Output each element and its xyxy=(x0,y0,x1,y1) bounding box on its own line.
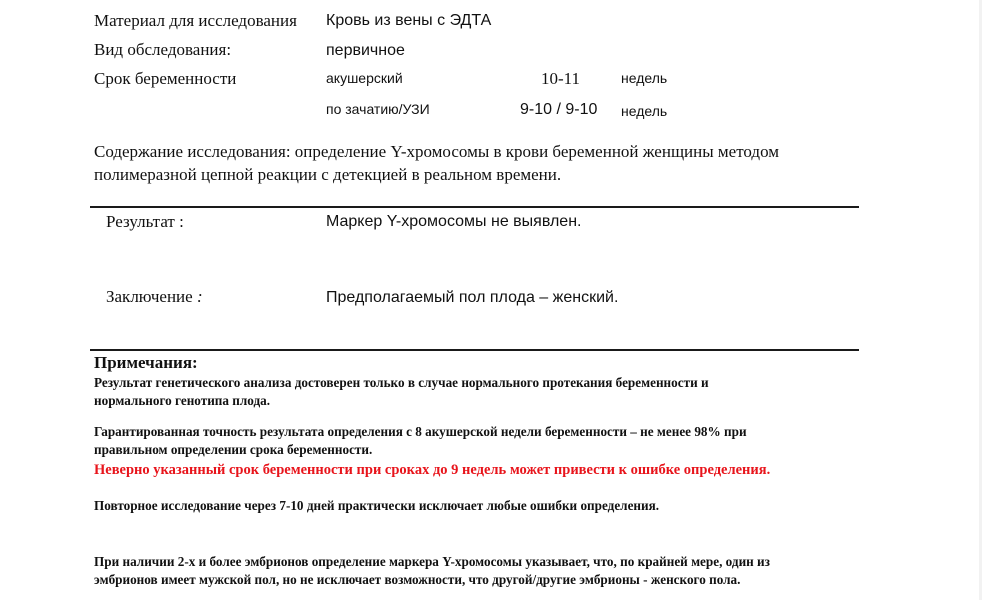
result-label: Результат : xyxy=(106,212,184,231)
note-line: При наличии 2-х и более эмбрионов определение маркера Y-хромосомы указывает, что, по крайней мере, один из xyxy=(94,554,770,569)
result-value: Маркер Y-хромосомы не выявлен. xyxy=(326,213,582,230)
conception-unit: недель xyxy=(621,103,668,119)
note-repeat-test: Повторное исследование через 7-10 дней практически исключает любые ошибки определения. xyxy=(94,498,660,513)
material-label: Материал для исследования xyxy=(94,11,297,30)
note-genetic-validity xyxy=(94,374,864,410)
obstetric-label: акушерский xyxy=(326,70,403,86)
note-line: эмбрионов имеет мужской пол, но не исключает возможности, что другой/другие эмбрионы - женского пола. xyxy=(94,572,741,587)
note-multiple-embryos xyxy=(94,553,864,589)
note-line: Гарантированная точность результата определения с 8 акушерской недели беременности – не менее 98% при xyxy=(94,424,747,439)
obstetric-unit: недель xyxy=(621,70,668,86)
notes-title: Примечания: xyxy=(94,353,198,372)
conclusion-value: Предполагаемый пол плода – женский. xyxy=(326,289,619,306)
note-accuracy xyxy=(94,423,864,459)
obstetric-value: 10-11 xyxy=(541,69,581,88)
exam-type-value: первичное xyxy=(326,42,405,59)
conclusion-label-text: Заключение xyxy=(106,287,193,306)
divider-top xyxy=(90,206,859,208)
divider-bottom xyxy=(90,349,859,351)
note-line: правильном определении срока беременности. xyxy=(94,442,373,457)
conclusion-label xyxy=(106,287,203,307)
conception-value: 9-10 / 9-10 xyxy=(520,101,598,118)
material-value: Кровь из вены с ЭДТА xyxy=(326,12,492,29)
note-line: Результат генетического анализа достоверен только в случае нормального протекания беременности и xyxy=(94,375,709,390)
conception-label: по зачатию/УЗИ xyxy=(326,101,430,117)
note-warning: Неверно указанный срок беременности при сроках до 9 недель может привести к ошибке определения. xyxy=(94,462,771,478)
conclusion-colon: : xyxy=(196,287,203,306)
content-line: полимеразной цепной реакции с детекцией в реальном времени. xyxy=(94,165,562,184)
content-line: Содержание исследования: определение Y-хромосомы в крови беременной женщины методом xyxy=(94,142,779,161)
pregnancy-term-label: Срок беременности xyxy=(94,69,237,88)
exam-type-label: Вид обследования: xyxy=(94,40,232,59)
note-line: нормального генотипа плода. xyxy=(94,393,271,408)
content-description xyxy=(94,140,854,186)
